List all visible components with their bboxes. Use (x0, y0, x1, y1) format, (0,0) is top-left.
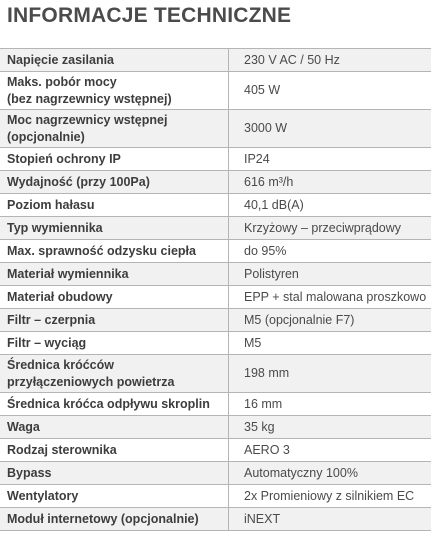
spec-label: Typ wymiennika (0, 217, 229, 240)
spec-value: 2x Promieniowy z silnikiem EC (244, 488, 415, 503)
spec-label (0, 110, 229, 148)
spec-label: Bypass (0, 462, 229, 485)
table-row (0, 309, 431, 332)
spec-value: iNEXT (244, 511, 281, 526)
spec-label: Rodzaj sterownika (0, 439, 229, 462)
spec-value: 35 kg (244, 419, 275, 434)
spec-label: Materiał wymiennika (0, 263, 229, 286)
spec-label: Moduł internetowy (opcjonalnie) (0, 508, 229, 531)
spec-label: Max. sprawność odzysku ciepła (0, 240, 229, 263)
spec-value: Automatyczny 100% (244, 465, 358, 480)
spec-value: 198 mm (244, 366, 290, 380)
spec-label: Średnica króćca odpływu skroplin (0, 393, 229, 416)
table-row (0, 485, 431, 508)
spec-value: 3000 W (244, 121, 288, 135)
table-row (0, 508, 431, 531)
table-row (0, 217, 431, 240)
spec-value: 230 V AC / 50 Hz (244, 52, 340, 67)
spec-value: AERO 3 (244, 442, 290, 457)
spec-label-line: przyłączeniowych powietrza (7, 374, 175, 389)
table-row (0, 332, 431, 355)
spec-label-line: Średnica króćców (7, 357, 114, 372)
spec-label: Materiał obudowy (0, 286, 229, 309)
spec-value: Polistyren (244, 266, 299, 281)
spec-value: EPP + stal malowana proszkowo (244, 289, 427, 304)
table-row (0, 240, 431, 263)
spec-value: do 95% (244, 243, 287, 258)
table-row (0, 286, 431, 309)
spec-value: 40,1 dB(A) (244, 197, 304, 212)
table-row (0, 355, 431, 393)
table-row (0, 110, 431, 148)
spec-value: M5 (244, 335, 262, 350)
spec-label-line: Moc nagrzewnicy wstępnej (7, 112, 168, 127)
spec-value: 405 W (244, 83, 281, 97)
spec-label-line: Maks. pobór mocy (7, 74, 117, 89)
table-row (0, 148, 431, 171)
spec-label-line: (bez nagrzewnicy wstępnej) (7, 91, 172, 106)
spec-value: IP24 (244, 151, 270, 166)
spec-label-line: (opcjonalnie) (7, 129, 85, 144)
spec-label: Stopień ochrony IP (0, 148, 229, 171)
table-row (0, 416, 431, 439)
spec-label (0, 355, 229, 393)
table-row (0, 194, 431, 217)
spec-value: Krzyżowy – przeciwprądowy (244, 220, 401, 235)
spec-label: Napięcie zasilania (0, 49, 229, 72)
table-row (0, 439, 431, 462)
table-row (0, 171, 431, 194)
technical-specs-table (0, 48, 431, 531)
table-row (0, 72, 431, 110)
table-row (0, 462, 431, 485)
page-title: INFORMACJE TECHNICZNE (7, 4, 292, 27)
spec-label: Filtr – czerpnia (0, 309, 229, 332)
spec-label (0, 72, 229, 110)
table-row (0, 49, 431, 72)
spec-label: Wydajność (przy 100Pa) (0, 171, 229, 194)
table-row (0, 393, 431, 416)
spec-label: Poziom hałasu (0, 194, 229, 217)
spec-label: Filtr – wyciąg (0, 332, 229, 355)
spec-value: 616 m³/h (244, 174, 294, 189)
spec-value: M5 (opcjonalnie F7) (244, 312, 355, 327)
spec-value: 16 mm (244, 396, 283, 411)
table-row (0, 263, 431, 286)
spec-label: Waga (0, 416, 229, 439)
spec-label: Wentylatory (0, 485, 229, 508)
